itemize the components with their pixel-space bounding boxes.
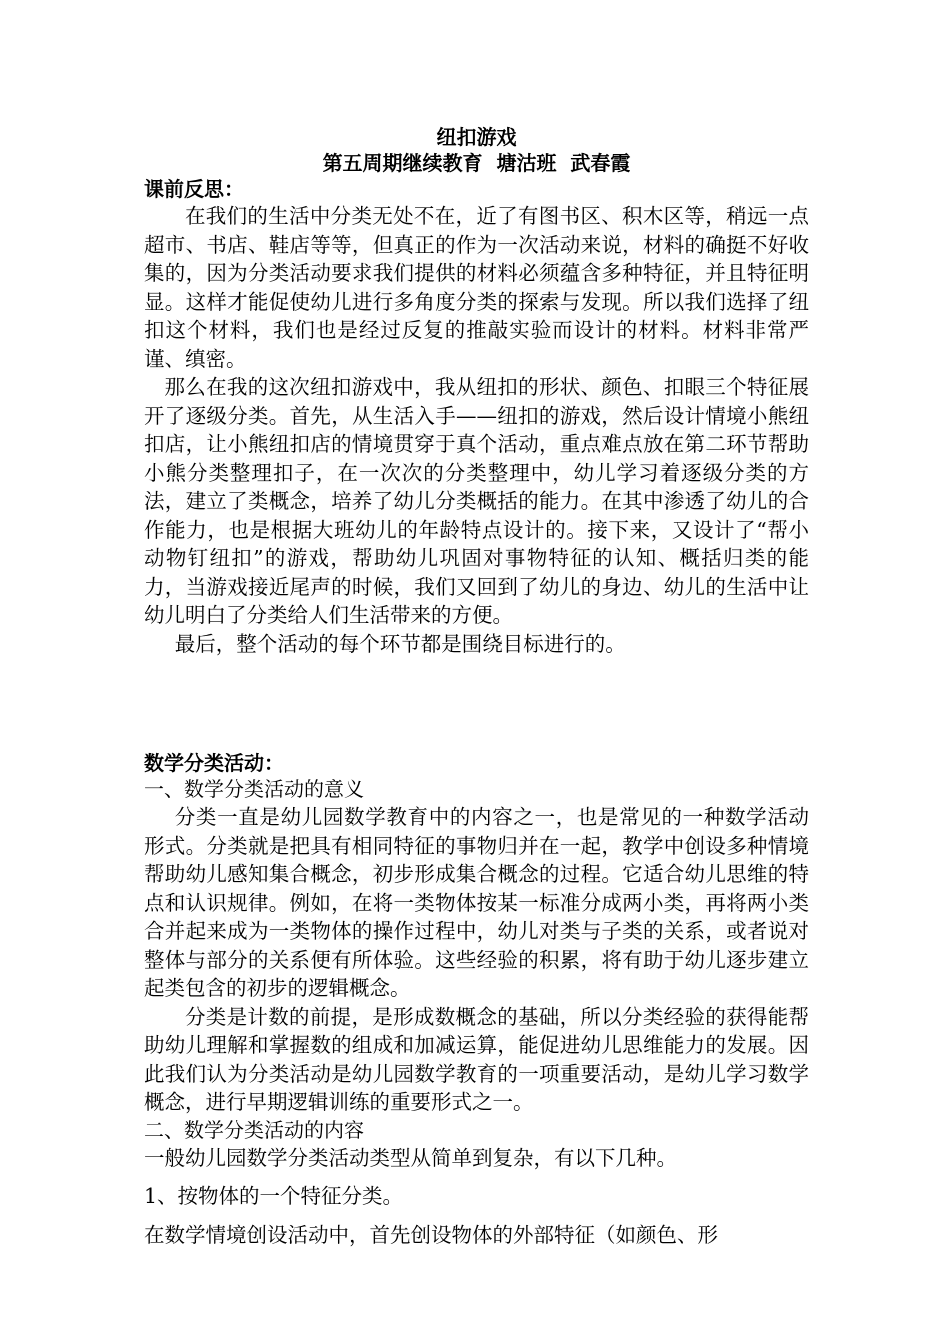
- part2-title: 二、数学分类活动的内容: [144, 1117, 364, 1142]
- section-heading-math-classification: 数学分类活动：: [144, 751, 284, 775]
- item1-title: 1、按物体的一个特征分类。: [144, 1184, 404, 1208]
- part1-paragraph-1: 分类一直是幼儿园数学教育中的内容之一，也是常见的一种数学活动形式。分类就是把具有相同特征的事物归并在一起，教学中创设多种情境帮助幼儿感知集合概念，初步形成集合概念的过程。它适合幼儿思维的特点和认识规律。例如，在将一类物体按某一标准分成两小类，再将两小类合并起来成为一类物体的操作过程中，幼儿对类与子类的关系，或者说对整体与部分的关系便有所体验。这些经验的积累，将有助于幼儿逐步建立起类包含的初步的逻辑概念。: [144, 805, 809, 1000]
- document-subtitle: 第五周期继续教育 塘沽班 武春霞: [322, 151, 631, 175]
- document-title: 纽扣游戏: [436, 125, 517, 149]
- reflection-paragraph-2: 那么在我的这次纽扣游戏中，我从纽扣的形状、颜色、扣眼三个特征展开了逐级分类。首先，从生活入手——纽扣的游戏，然后设计情境小熊纽扣店，让小熊纽扣店的情境贯穿于真个活动，重点难点放在第二环节帮助小熊分类整理扣子，在一次次的分类整理中，幼儿学习着逐级分类的方法，建立了类概念，培养了幼儿分类概括的能力。在其中渗透了幼儿的合作能力，也是根据大班幼儿的年龄特点设计的。接下来，又设计了“帮小动物钉纽扣”的游戏，帮助幼儿巩固对事物特征的认知、概括归类的能力，当游戏接近尾声的时候，我们又回到了幼儿的身边、幼儿的生活中让幼儿明白了分类给人们生活带来的方便。: [144, 375, 809, 627]
- section-heading-reflection: 课前反思：: [144, 177, 244, 201]
- spacer: [144, 1172, 809, 1182]
- document-body: [144, 124, 809, 1249]
- part1-title: 一、数学分类活动的意义: [144, 777, 364, 801]
- spacer: [144, 658, 809, 750]
- reflection-paragraph-1: 在我们的生活中分类无处不在，近了有图书区、积木区等，稍远一点超市、书店、鞋店等等，但真正的作为一次活动来说，材料的确挺不好收集的，因为分类活动要求我们提供的材料必须蕴含多种特征，并且特征明显。这样才能促使幼儿进行多角度分类的探索与发现。所以我们选择了纽扣这个材料，我们也是经过反复的推敲实验而设计的材料。材料非常严谨、缜密。: [144, 204, 809, 371]
- spacer: [144, 1211, 809, 1221]
- item1-text: 在数学情境创设活动中，首先创设物体的外部特征（如颜色、形: [144, 1222, 718, 1247]
- part2-intro: 一般幼儿园数学分类活动类型从简单到复杂，有以下几种。: [144, 1145, 677, 1170]
- reflection-paragraph-3: 最后，整个活动的每个环节都是围绕目标进行的。: [174, 631, 626, 656]
- part1-paragraph-2: 分类是计数的前提，是形成数概念的基础，所以分类经验的获得能帮助幼儿理解和掌握数的组成和加减运算，能促进幼儿思维能力的发展。因此我们认为分类活动是幼儿园数学教育的一项重要活动，是幼儿学习数学概念，进行早期逻辑训练的重要形式之一。: [144, 1004, 809, 1114]
